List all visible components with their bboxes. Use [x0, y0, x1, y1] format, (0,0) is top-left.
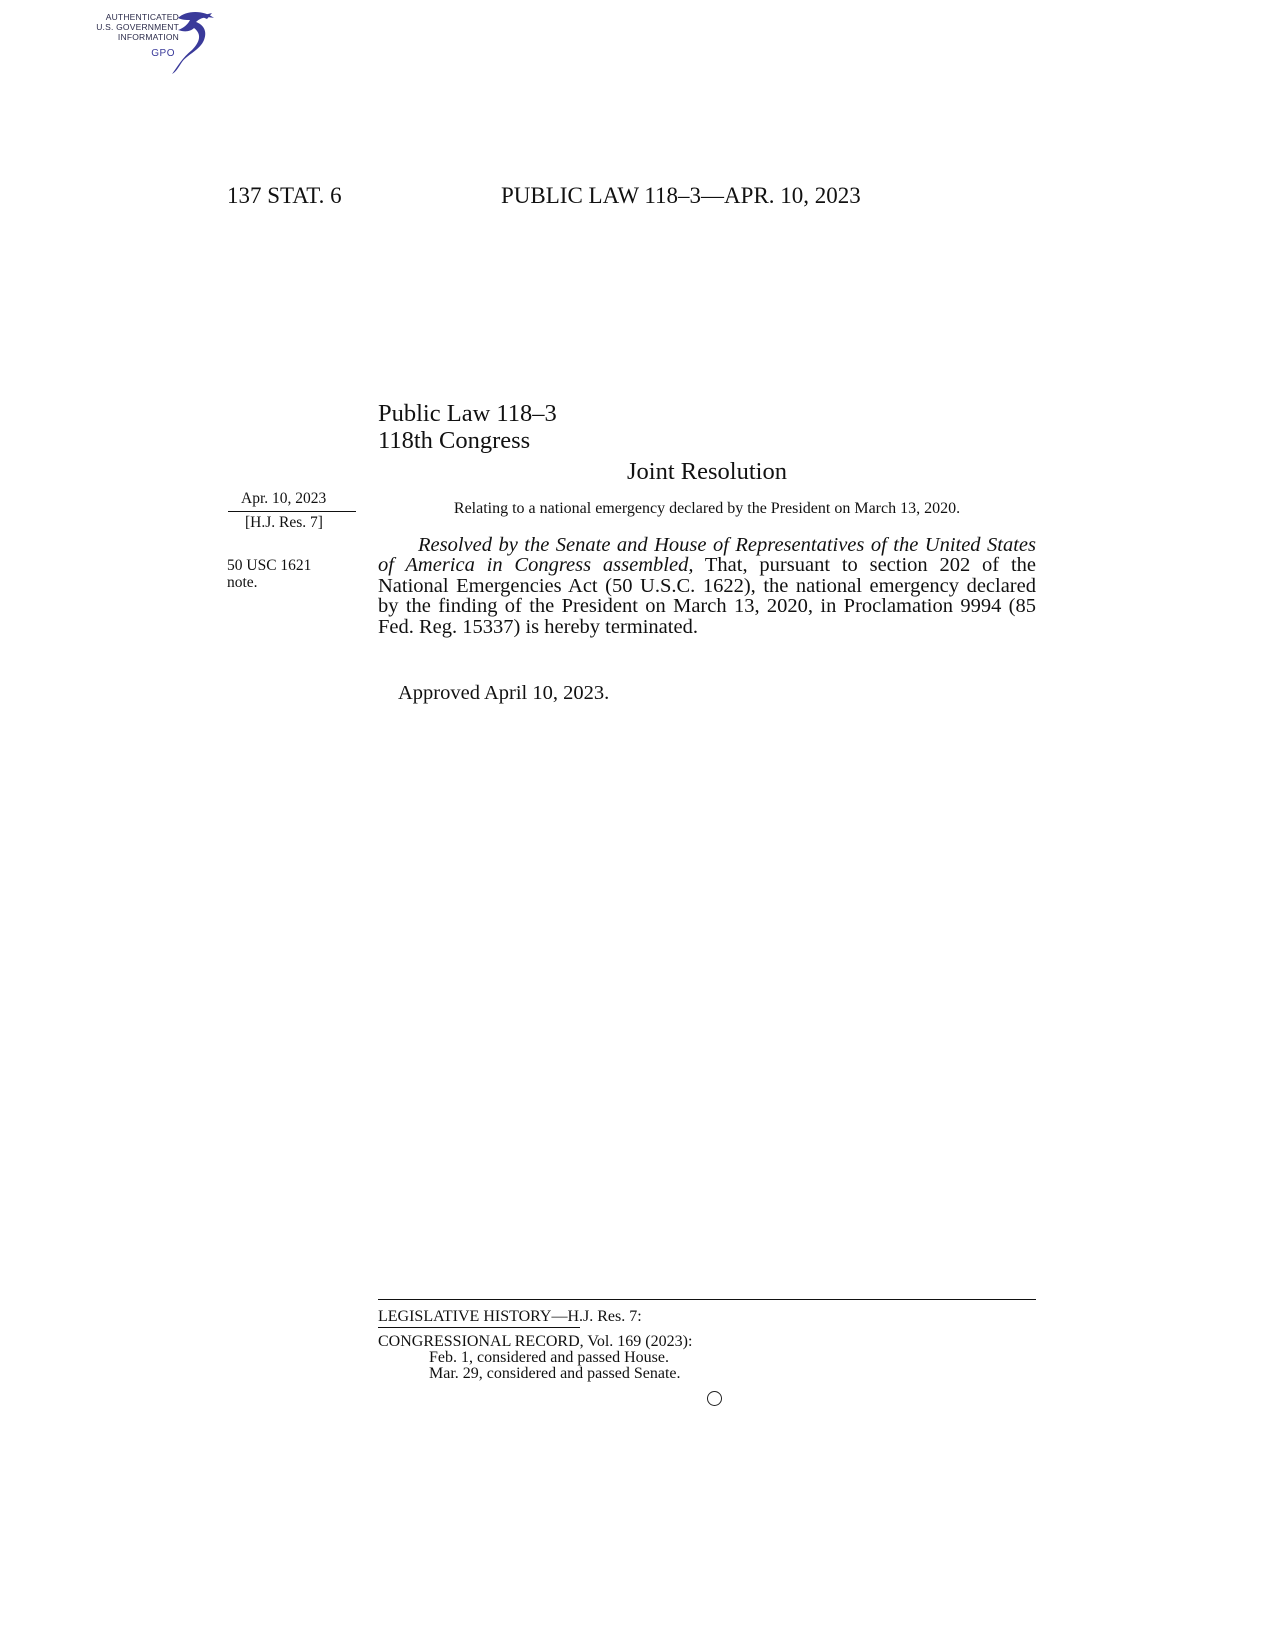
- usc-note-line1: 50 USC 1621: [227, 557, 312, 574]
- legislative-history-heading: LEGISLATIVE HISTORY—H.J. Res. 7:: [378, 1308, 642, 1325]
- approval-line: Approved April 10, 2023.: [398, 682, 610, 704]
- enacting-clause: Resolved by the Senate and House of Representatives of the United States of America in Congress assembled,: [378, 534, 1036, 577]
- gpo-seal: [92, 8, 227, 78]
- stat-reference: 137 STAT. 6: [227, 183, 342, 208]
- seal-text-government: U.S. GOVERNMENT: [96, 22, 179, 32]
- history-entry: Mar. 29, considered and passed Senate.: [429, 1365, 681, 1382]
- eagle-icon: [160, 10, 222, 76]
- congress-number: 118th Congress: [378, 427, 531, 454]
- margin-rule: [228, 511, 356, 512]
- resolution-text: That, pursuant to section 202 of the National Emergencies Act (50 U.S.C. 1622), the national emergency declared by the finding of the President on March 13, 2020, in Proclamation 9994 (85 Fed. Reg. 15337) is hereby terminated.: [378, 554, 1036, 638]
- history-heading-underline: [378, 1327, 580, 1328]
- congressional-record-line: CONGRESSIONAL RECORD, Vol. 169 (2023):: [378, 1333, 693, 1350]
- document-type: Joint Resolution: [627, 458, 787, 485]
- seal-text-authenticated: AUTHENTICATED: [105, 12, 179, 22]
- resolution-body: [378, 535, 1036, 637]
- public-law-number: Public Law 118–3: [378, 400, 557, 427]
- history-entry: Feb. 1, considered and passed House.: [429, 1349, 669, 1366]
- enactment-date-note: Apr. 10, 2023: [241, 490, 327, 507]
- resolution-purpose: Relating to a national emergency declared by the President on March 13, 2020.: [453, 500, 961, 517]
- seal-text-information: INFORMATION: [117, 32, 179, 42]
- seal-text-gpo: GPO: [151, 48, 175, 59]
- usc-note-line2: note.: [227, 574, 258, 591]
- page-end-mark: [707, 1391, 722, 1406]
- running-title: PUBLIC LAW 118–3—APR. 10, 2023: [501, 183, 861, 208]
- history-divider: [378, 1299, 1036, 1300]
- bill-number-note: [H.J. Res. 7]: [245, 514, 323, 531]
